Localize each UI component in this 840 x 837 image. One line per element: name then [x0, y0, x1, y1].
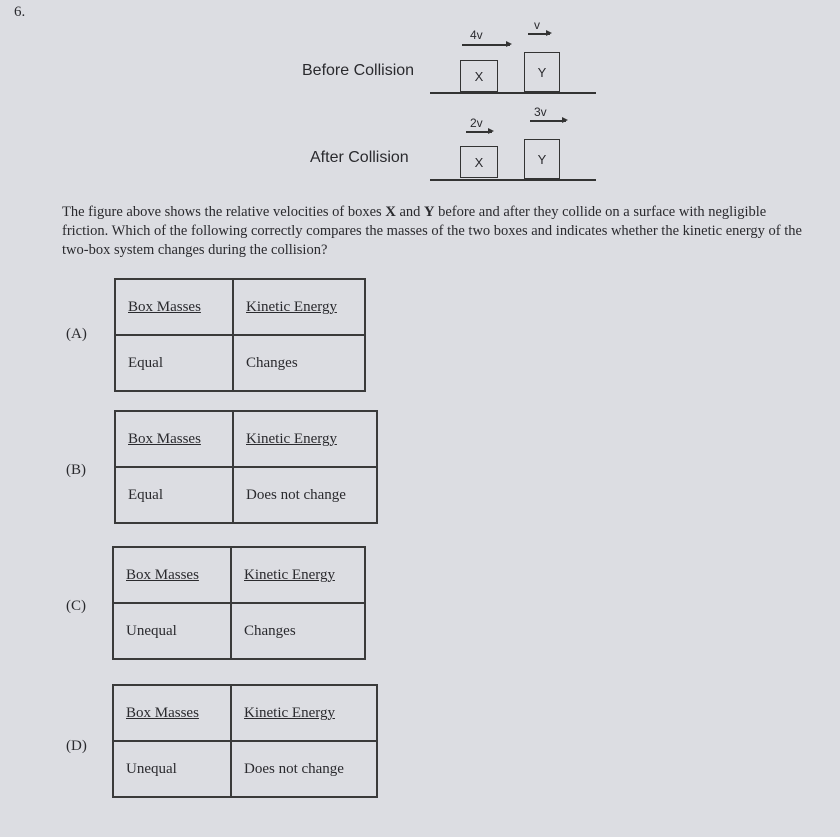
before-arrow-x	[462, 44, 510, 46]
after-arrow-y	[530, 120, 566, 122]
before-box-x: X	[460, 60, 498, 92]
before-arrow-y	[528, 33, 550, 35]
option-b-energy-header: Kinetic Energy	[233, 411, 377, 467]
option-c-letter[interactable]: (C)	[66, 598, 86, 614]
option-c-mass-header: Box Masses	[113, 547, 231, 603]
option-d-mass-header: Box Masses	[113, 685, 231, 741]
option-d-energy-value: Does not change	[231, 741, 377, 797]
before-ground-line	[430, 92, 596, 94]
before-velocity-y: v	[534, 18, 540, 32]
option-d-table[interactable]	[112, 684, 378, 798]
option-d-energy-header: Kinetic Energy	[231, 685, 377, 741]
after-velocity-y: 3v	[534, 105, 547, 119]
option-b-energy-value: Does not change	[233, 467, 377, 523]
option-b-letter[interactable]: (B)	[66, 462, 86, 478]
option-a-table[interactable]	[114, 278, 366, 392]
after-collision-label: After Collision	[310, 149, 409, 166]
option-a-mass-header: Box Masses	[115, 279, 233, 335]
option-b-mass-header: Box Masses	[115, 411, 233, 467]
after-box-y: Y	[524, 139, 560, 179]
option-a-letter[interactable]: (A)	[66, 326, 87, 342]
question-text: The figure above shows the relative velocities of boxes X and Y before and after they collide on a surface with negligible friction. Which of the following correctly compares the masses of the two boxes and indicates whether the kinetic energy of the two-box system changes during the collision?	[62, 204, 802, 258]
option-b-table[interactable]	[114, 410, 378, 524]
after-arrow-x	[466, 131, 492, 133]
after-velocity-x: 2v	[470, 116, 483, 130]
before-velocity-x: 4v	[470, 28, 483, 42]
option-a-energy-value: Changes	[233, 335, 365, 391]
after-ground-line	[430, 179, 596, 181]
option-c-mass-value: Unequal	[113, 603, 231, 659]
before-box-y: Y	[524, 52, 560, 92]
option-a-mass-value: Equal	[115, 335, 233, 391]
option-d-letter[interactable]: (D)	[66, 738, 87, 754]
question-number: 6.	[14, 4, 26, 20]
option-c-energy-header: Kinetic Energy	[231, 547, 365, 603]
option-a-energy-header: Kinetic Energy	[233, 279, 365, 335]
option-c-energy-value: Changes	[231, 603, 365, 659]
option-d-mass-value: Unequal	[113, 741, 231, 797]
after-box-x: X	[460, 146, 498, 178]
option-b-mass-value: Equal	[115, 467, 233, 523]
option-c-table[interactable]	[112, 546, 366, 660]
before-collision-label: Before Collision	[302, 62, 415, 79]
